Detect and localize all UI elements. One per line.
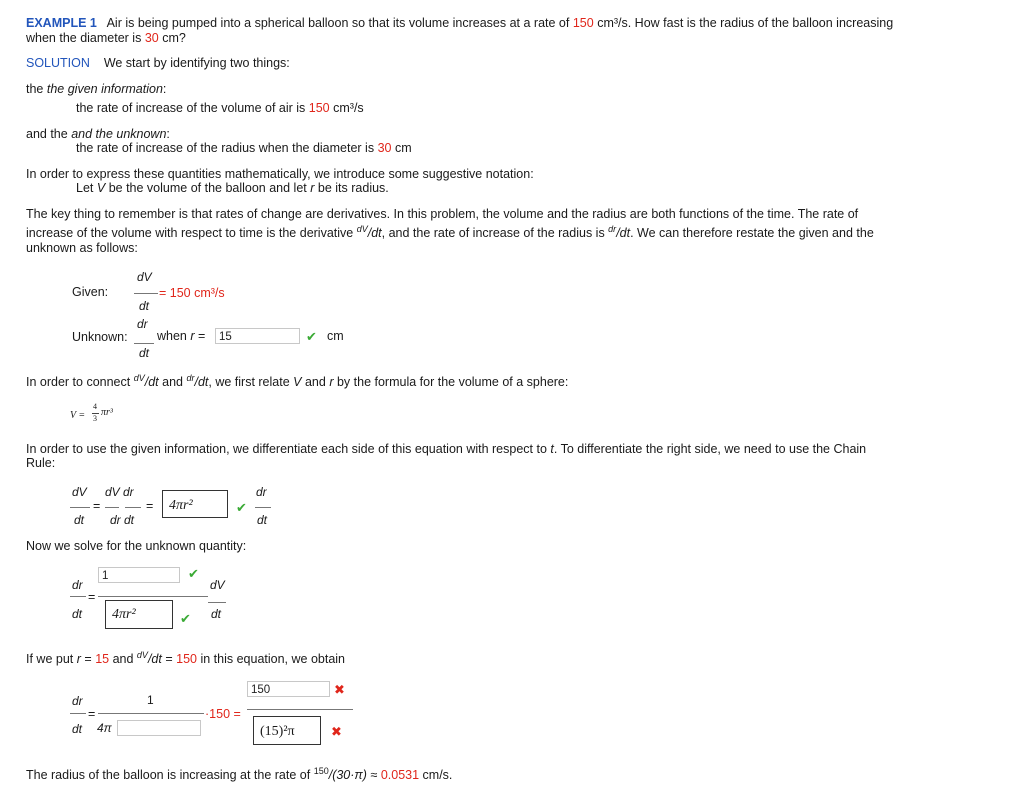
chain-dt-2: dt — [257, 513, 268, 527]
final-dt: dt — [72, 722, 83, 736]
final-unit: cm/s. — [422, 768, 453, 783]
keything-dr-sup: dr — [608, 224, 617, 234]
given-eq-num: dV — [137, 270, 152, 284]
unknown-eq-label: Unknown: — [72, 330, 128, 344]
final-dr: dr — [72, 694, 83, 708]
sphere-lhs: V = — [70, 410, 86, 421]
final-answer-line — [26, 766, 452, 782]
solve-bar-3 — [208, 602, 226, 603]
sphere-den: 3 — [93, 414, 97, 423]
notation-line-1: In order to express these quantities mathematically, we introduce some suggestive notation: — [26, 167, 534, 181]
keything-line-1: The key thing to remember is that rates of change are derivatives. In this problem, the volume and the radius are both functions of the time. The rate of — [26, 207, 859, 221]
keything-line2-c: . We can therefore restate the given and the — [630, 226, 874, 241]
given-eq-rhs — [159, 286, 225, 300]
chain-line-1 — [26, 442, 866, 456]
connect-dv-sup: dV — [133, 373, 145, 383]
chain-bar-4 — [255, 507, 271, 508]
unknown-eq-num: dr — [137, 317, 148, 331]
putr-slash: /dt — [147, 652, 162, 667]
putr-line — [26, 650, 345, 666]
given-eq-den: dt — [139, 299, 150, 313]
connect-and: and — [162, 375, 183, 390]
chain-answer-box[interactable]: 4πr² — [162, 490, 228, 518]
check-icon: ✔ — [236, 500, 247, 515]
notation-line-2 — [76, 181, 389, 195]
example-text-2: cm³/s. How fast is the radius of the balloon increasing — [597, 16, 894, 30]
chain-line1-b: . To differentiate the right side, we need to use the Chain — [553, 442, 867, 456]
chain-dr-dt: dr dt — [110, 513, 135, 527]
putr-t1: If we put — [26, 652, 74, 667]
unknown-heading: and the and the unknown: — [26, 127, 170, 141]
chain-equals-2: = — [146, 499, 154, 513]
given-text-body: the rate of increase of the volume of air is — [76, 101, 306, 115]
unknown-eq-when — [157, 329, 205, 343]
cross-icon: ✖ — [331, 724, 342, 739]
unknown-r-input[interactable]: 15 — [215, 328, 300, 344]
unknown-heading-text: and the unknown — [71, 127, 167, 141]
chain-dr-num: dr — [256, 485, 267, 499]
final-approx: ≈ — [370, 768, 378, 783]
solve-dv: dV — [210, 578, 225, 592]
example-rate: 150 — [572, 16, 594, 30]
putr-dv-sup: dV — [136, 650, 148, 660]
final-bar-3 — [247, 709, 353, 710]
solve-bar-2 — [98, 596, 208, 597]
solve-dr: dr — [72, 578, 83, 592]
connect-t3: , we first relate — [208, 375, 290, 390]
unknown-unit: cm — [394, 141, 412, 155]
unknown-eq-unit: cm — [327, 329, 344, 343]
final-numerator-input[interactable]: 150 — [247, 681, 330, 697]
keything-slash-dt-2: /dt — [616, 226, 631, 241]
chain-t: t — [550, 442, 554, 456]
notation-end: be its radius. — [317, 181, 389, 195]
connect-t5: by the formula for the volume of a sphere: — [336, 375, 569, 390]
unknown-eq-fraction-bar — [134, 343, 154, 344]
notation-V: V — [96, 181, 106, 195]
chain-bar-2 — [105, 507, 119, 508]
putr-rval: 15 — [95, 652, 110, 667]
final-den: /(30·π) — [328, 768, 367, 783]
example-diameter: 30 — [144, 31, 159, 45]
check-icon: ✔ — [180, 611, 191, 626]
solution-line — [26, 56, 290, 70]
keything-line2-a: increase of the volume with respect to time is the derivative — [26, 226, 354, 241]
sphere-rest: πr³ — [101, 407, 113, 418]
connect-and-2: and — [304, 375, 326, 390]
connect-line — [26, 373, 568, 389]
solve-dt: dt — [72, 607, 83, 621]
unknown-text — [76, 141, 412, 155]
chain-equals-1: = — [93, 499, 101, 513]
sphere-num: 4 — [93, 402, 97, 411]
given-eq-rhs-text: = 150 cm³/s — [159, 286, 225, 300]
connect-r: r — [329, 375, 334, 390]
final-value: 0.0531 — [380, 768, 420, 783]
solve-bar-1 — [70, 596, 86, 597]
keything-dv-sup: dV — [356, 224, 368, 234]
solve-dt-2: dt — [211, 607, 222, 621]
chain-dv: dV — [72, 485, 87, 499]
given-eq-label: Given: — [72, 285, 109, 299]
chain-dv-dr: dV dr — [105, 485, 134, 499]
final-bar-2 — [98, 713, 204, 714]
final-denominator-box[interactable]: (15)²π — [253, 716, 321, 745]
solve-denominator-box[interactable]: 4πr² — [105, 600, 173, 629]
given-text — [76, 101, 364, 115]
keything-line2-b: , and the rate of increase of the radius is — [381, 226, 605, 241]
putr-r: r — [76, 652, 81, 667]
notation-let: Let — [76, 181, 94, 195]
final-four-pi: 4π — [97, 721, 112, 735]
solution-label: SOLUTION — [26, 56, 90, 70]
chain-bar-1 — [70, 507, 90, 508]
putr-t5: in this equation, we obtain — [200, 652, 346, 667]
unknown-value: 30 — [377, 141, 392, 155]
notation-r: r — [310, 181, 315, 195]
connect-dr-sup: dr — [186, 373, 195, 383]
putr-dval: 150 — [176, 652, 197, 667]
final-text: The radius of the balloon is increasing at the rate of — [26, 768, 311, 783]
final-num: 150 — [313, 766, 329, 776]
unknown-text-body: the rate of increase of the radius when the diameter is — [76, 141, 375, 155]
chain-line1-a: In order to use the given information, we differentiate each side of this equation with respect to — [26, 442, 547, 456]
chain-line-2: Rule: — [26, 456, 56, 470]
final-times — [205, 707, 241, 721]
example-line2-text: when the diameter is — [26, 31, 142, 45]
chain-bar-3 — [125, 507, 141, 508]
final-denominator-input[interactable] — [117, 720, 201, 736]
unknown-eq-equals: = — [198, 329, 206, 343]
given-unit: cm³/s — [333, 101, 364, 115]
solve-numerator-input[interactable]: 1 — [98, 567, 180, 583]
given-value: 150 — [308, 101, 330, 115]
check-icon: ✔ — [306, 329, 317, 344]
connect-V: V — [293, 375, 302, 390]
example-line2-unit: cm? — [162, 31, 186, 45]
keything-slash-dt: /dt — [367, 226, 382, 241]
connect-slash-2: /dt — [194, 375, 209, 390]
putr-eq-2: = — [165, 652, 173, 667]
final-bar-1 — [70, 713, 86, 714]
unknown-eq-when-text: when — [157, 329, 187, 343]
example-statement-line2 — [26, 31, 186, 45]
given-heading: the the given information: — [26, 82, 167, 96]
chain-dt: dt — [74, 513, 85, 527]
unknown-eq-r: r — [190, 329, 195, 343]
connect-t1: In order to connect — [26, 375, 131, 390]
keything-line-2 — [26, 224, 874, 240]
final-times-text: ·150 = — [205, 707, 241, 721]
unknown-eq-den: dt — [139, 346, 150, 360]
check-icon: ✔ — [188, 566, 199, 581]
final-equals: = — [88, 707, 96, 721]
given-eq-fraction-bar — [134, 293, 158, 294]
solution-text: We start by identifying two things: — [103, 56, 290, 70]
putr-and: and — [112, 652, 134, 667]
example-text: Air is being pumped into a spherical balloon so that its volume increases at a rate of — [106, 16, 570, 30]
putr-eq: = — [84, 652, 92, 667]
example-statement — [26, 16, 893, 30]
example-label: EXAMPLE 1 — [26, 16, 97, 30]
solve-equals: = — [88, 590, 96, 604]
cross-icon: ✖ — [334, 682, 345, 697]
connect-slash-1: /dt — [144, 375, 159, 390]
keything-line-3: unknown as follows: — [26, 241, 138, 255]
solve-text: Now we solve for the unknown quantity: — [26, 539, 247, 553]
given-heading-text: the given information — [46, 82, 163, 96]
final-one: 1 — [147, 693, 154, 707]
notation-mid: be the volume of the balloon and let — [108, 181, 307, 195]
